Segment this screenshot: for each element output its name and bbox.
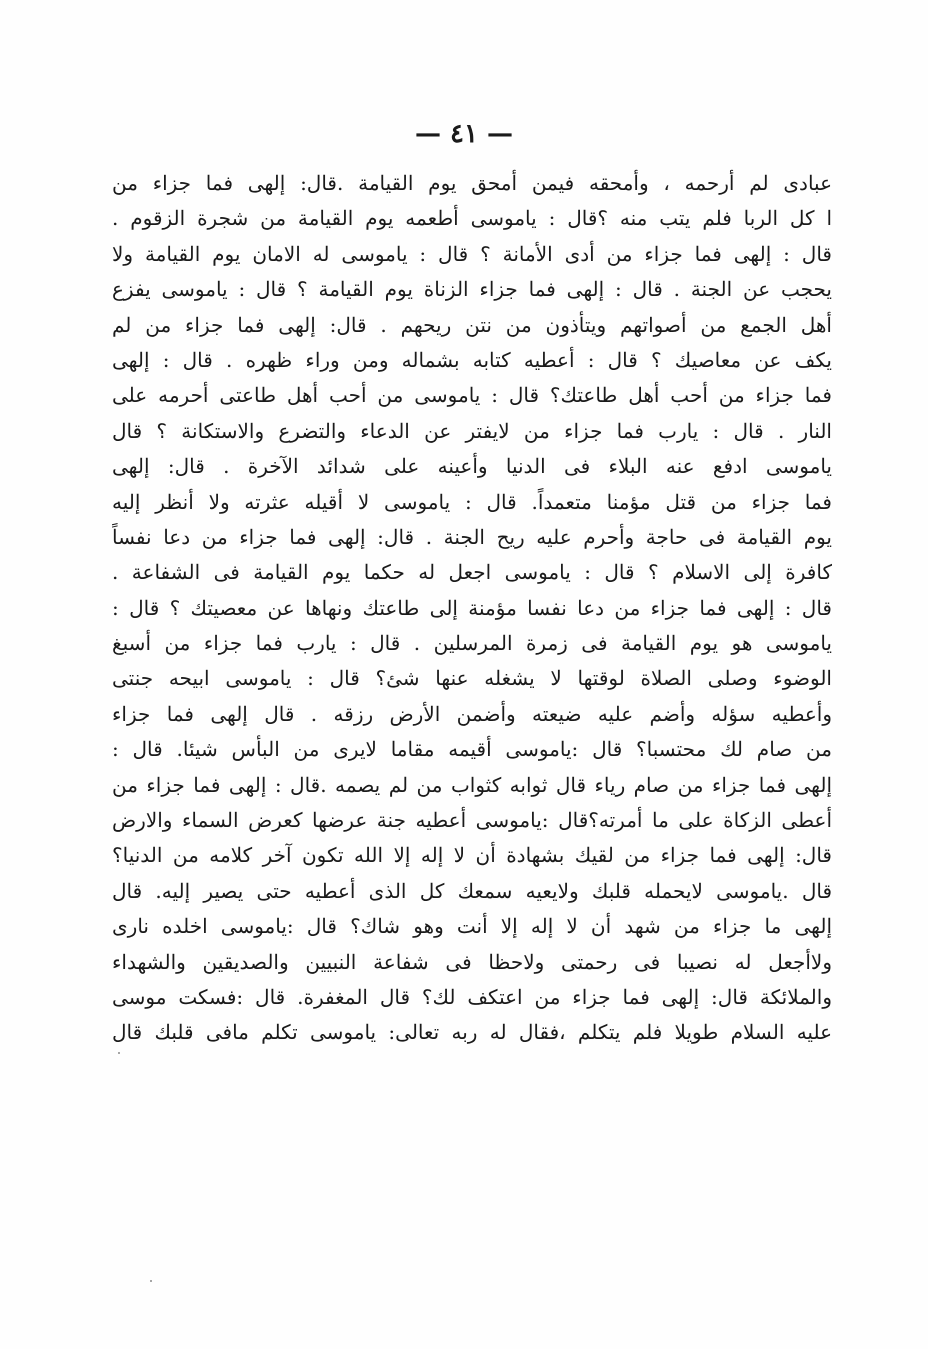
text-line: يكف عن معاصيك ؟ قال : أعطيه كتابه بشماله ومن وراء ظهره . قال : إلهى bbox=[112, 347, 832, 372]
text-line: قال : إلهى فما جزاء من أدى الأمانة ؟ قال : ياموسى له الامان يوم القيامة ولا bbox=[112, 241, 832, 266]
text-line: فما جزاء من أحب أهل طاعتك؟ قال : ياموسى من أحب أهل طاعتى أحرمه على bbox=[112, 383, 832, 408]
scan-speck bbox=[118, 1052, 120, 1054]
text-line: قال: إلهى فما جزاء من لقيك بشهادة أن لا إله إلا الله تكون آخر كلامه من الدنيا؟ bbox=[112, 843, 832, 868]
text-line: قال : إلهى فما جزاء من دعا نفسا مؤمنة إلى طاعتك ونهاها عن معصيتك ؟ قال : bbox=[112, 595, 832, 620]
text-line: أهل الجمع من أصواتهم ويتأذون من نتن ريحهم . قال: إلهى فما جزاء من لم bbox=[112, 312, 832, 337]
text-line: يوم القيامة فى حاجة وأحرم عليه ريح الجنة . قال: إلهى فما جزاء من دعا نفساً bbox=[112, 524, 832, 549]
text-line: إلهى فما جزاء من صام رياء قال ثوابه كثواب من لم يصمه .قال : إلهى فما جزاء من bbox=[112, 772, 832, 797]
text-line: ياموسى هو يوم القيامة فى زمرة المرسلين . قال : يارب فما جزاء من أسبغ bbox=[112, 631, 832, 656]
text-line: ياموسى ادفع عنه البلاء فى الدنيا وأعينه على شدائد الآخرة . قال: إلهى bbox=[112, 454, 832, 479]
text-line: الوضوء وصلى الصلاة لوقتها لا يشغله عنها شئ؟ قال : ياموسى ابيحه جنتى bbox=[112, 666, 832, 691]
text-line: فما جزاء من قتل مؤمنا متعمداً. قال : ياموسى لا أقيله عثرته ولا أنظر إليه bbox=[112, 489, 832, 514]
text-line: عليه السلام طويلا فلم يتكلم ،فقال له ربه تعالى: ياموسى تكلم مافى قلبك قال bbox=[112, 1020, 832, 1045]
page-body-text bbox=[112, 166, 832, 1051]
text-line: ا كل الربا فلم يتب منه ؟قال : ياموسى أطعمه يوم القيامة من شجرة الزقوم . bbox=[112, 206, 832, 231]
text-line: والملائكة قال: إلهى فما جزاء من اعتكف لك؟ قال المغفرة. قال :فسكت موسى bbox=[112, 984, 832, 1009]
text-line: النار . قال : يارب فما جزاء من لايفتر عن الدعاء والتضرع والاستكانة ؟ قال bbox=[112, 418, 832, 443]
text-line: أعطى الزكاة على ما أمرته؟قال :ياموسى أعطيه جنة عرضها كعرض السماء والارض bbox=[112, 808, 832, 833]
page-number: — ٤١ — bbox=[414, 119, 514, 149]
text-line: كافرة إلى الاسلام ؟ قال : ياموسى اجعل له حكما يوم القيامة فى الشفاعة . bbox=[112, 560, 832, 585]
text-line: يحجب عن الجنة . قال : إلهى فما جزاء الزناة يوم القيامة ؟ قال : ياموسى يفزع bbox=[112, 277, 832, 302]
text-line: قال .ياموسى لايحمله قلبك ولايعيه سمعك كل الذى أعطيه حتى يصير إليه. قال bbox=[112, 878, 832, 903]
text-line: ولاأجعل له نصيبا فى رحمتى ولاحظا فى شفاعة النبيين والصديقين والشهداء bbox=[112, 949, 832, 974]
text-line: من صام لك محتسبا؟ قال :ياموسى أقيمه مقاما لايرى من البأس شيئا. قال : bbox=[112, 737, 832, 762]
text-line: عبادى لم أرحمه ، وأمحقه فيمن أمحق يوم القيامة .قال: إلهى فما جزاء من bbox=[112, 171, 832, 195]
scan-speck bbox=[150, 1280, 152, 1282]
text-line: إلهى ما جزاء من شهد أن لا إله إلا أنت وهو شاك؟ قال :ياموسى اخلده نارى bbox=[112, 914, 832, 939]
text-line: وأعطيه سؤله وأضم عليه ضيعته وأضمن الأرض رزقه . قال إلهى فما جزاء bbox=[112, 701, 832, 726]
